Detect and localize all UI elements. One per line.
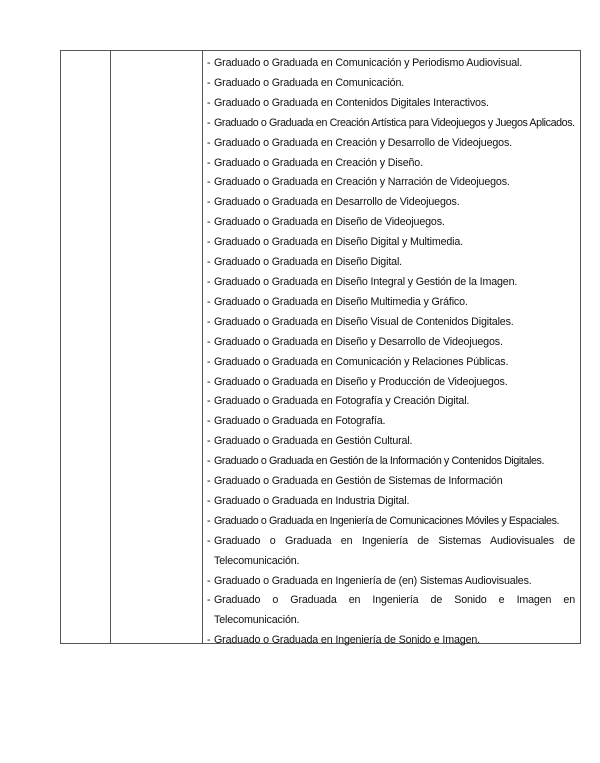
list-item: - Graduado o Graduada en Creación y Desarrollo de Videojuegos. [207,136,512,149]
list-item: - Graduado o Graduada en Gestión Cultural. [207,435,413,448]
degree-name: Graduado o Graduada en Comunicación y Periodismo Audiovisual. [214,57,523,69]
list-item: - Graduado o Graduada en Comunicación. [207,76,405,89]
degree-name: Graduado o Graduada en Ingeniería de Sonido e Imagen en Telecomunicación. [214,594,575,627]
list-item: - Graduado o Graduada en Contenidos Digitales Interactivos. [207,96,489,109]
degree-name: Graduado o Graduada en Diseño y Desarrollo de Videojuegos. [214,335,503,348]
list-item: - Graduado o Graduada en Ingeniería de Sonido e Imagen en Telecomunicación. [207,594,575,627]
degree-name: Graduado o Graduada en Creación y Narración de Videojuegos. [214,176,510,189]
degree-name: Graduado o Graduada en Diseño Multimedia y Gráfico. [214,295,468,308]
list-item: - Graduado o Graduada en Diseño Integral y Gestión de la Imagen. [207,275,518,288]
list-item: - Graduado o Graduada en Fotografía y Creación Digital. [207,395,470,408]
degree-name: Graduado o Graduada en Contenidos Digitales Interactivos. [214,96,489,109]
list-item: - Graduado o Graduada en Diseño Digital y Multimedia. [207,236,463,249]
list-item: - Graduado o Graduada en Diseño Digital. [207,256,402,269]
degree-name: Graduado o Graduada en Fotografía. [214,415,386,428]
degree-name: Graduado o Graduada en Industria Digital. [214,494,410,507]
degree-name: Graduado o Graduada en Diseño Digital. [214,256,402,269]
degree-name: Graduado o Graduada en Ingeniería de (en) Sistemas Audiovisuales. [214,574,532,587]
degree-name: Graduado o Graduada en Diseño Visual de Contenidos Digitales. [214,315,514,328]
list-item: - Graduado o Graduada en Diseño Multimedia y Gráfico. [207,295,468,308]
degree-name: Graduado o Graduada en Comunicación y Relaciones Públicas. [214,355,509,368]
degree-name: Graduado o Graduada en Creación y Desarrollo de Videojuegos. [214,136,512,149]
degree-name: Graduado o Graduada en Diseño Integral y Gestión de la Imagen. [214,275,518,288]
degree-name: Graduado o Graduada en Creación y Diseño. [214,156,423,169]
degree-list [207,54,577,651]
column-divider [202,51,203,643]
list-item: - Graduado o Graduada en Ingeniería de Comunicaciones Móviles y Espaciales. [207,514,560,527]
list-item: - Graduado o Graduada en Ingeniería de Sonido e Imagen. [207,634,480,647]
list-item: - Graduado o Graduada en Industria Digital. [207,494,410,507]
list-item: - Graduado o Graduada en Ingeniería de (en) Sistemas Audiovisuales. [207,574,532,587]
list-item: - Graduado o Graduada en Fotografía. [207,415,386,428]
list-item: - Graduado o Graduada en Diseño y Desarrollo de Videojuegos. [207,335,503,348]
list-item: - Graduado o Graduada en Diseño de Videojuegos. [207,216,445,229]
list-item: - Graduado o Graduada en Gestión de la Información y Contenidos Digitales. [207,455,545,468]
list-item: - Graduado o Graduada en Comunicación y Relaciones Públicas. [207,355,509,368]
list-item: - Graduado o Graduada en Diseño y Producción de Videojuegos. [207,375,508,388]
list-item: - Graduado o Graduada en Diseño Visual de Contenidos Digitales. [207,315,514,328]
degree-name: Graduado o Graduada en Comunicación. [214,76,405,89]
degree-name: Graduado o Graduada en Ingeniería de Sistemas Audiovisuales de Telecomunicación. [214,534,575,567]
list-item: - Graduado o Graduada en Comunicación y Periodismo Audiovisual. [207,57,523,69]
degree-name: Graduado o Graduada en Ingeniería de Comunicaciones Móviles y Espaciales. [214,514,560,527]
degree-name: Graduado o Graduada en Gestión de la Información y Contenidos Digitales. [214,455,545,468]
list-item: - Graduado o Graduada en Gestión de Sistemas de Información [207,475,503,488]
degree-name: Graduado o Graduada en Diseño de Videojuegos. [214,216,445,229]
list-item: - Graduado o Graduada en Creación y Narración de Videojuegos. [207,176,510,189]
degree-name: Graduado o Graduada en Gestión de Sistemas de Información [214,475,503,488]
column-divider [110,51,111,643]
list-item: - Graduado o Graduada en Creación y Diseño. [207,156,423,169]
degree-name: Graduado o Graduada en Fotografía y Creación Digital. [214,395,470,408]
degree-name: Graduado o Graduada en Diseño Digital y Multimedia. [214,236,463,249]
degree-name: Graduado o Graduada en Desarrollo de Videojuegos. [214,196,460,209]
list-item: - Graduado o Graduada en Ingeniería de Sistemas Audiovisuales de Telecomunicación. [207,534,575,567]
degree-name: Graduado o Graduada en Creación Artística para Videojuegos y Juegos Aplicados. [214,116,575,129]
degree-name: Graduado o Graduada en Ingeniería de Sonido e Imagen. [214,634,480,647]
list-item: - Graduado o Graduada en Creación Artística para Videojuegos y Juegos Aplicados. [207,116,575,129]
list-item: - Graduado o Graduada en Desarrollo de Videojuegos. [207,196,460,209]
degree-name: Graduado o Graduada en Diseño y Producción de Videojuegos. [214,375,508,388]
degree-name: Graduado o Graduada en Gestión Cultural. [214,435,413,448]
